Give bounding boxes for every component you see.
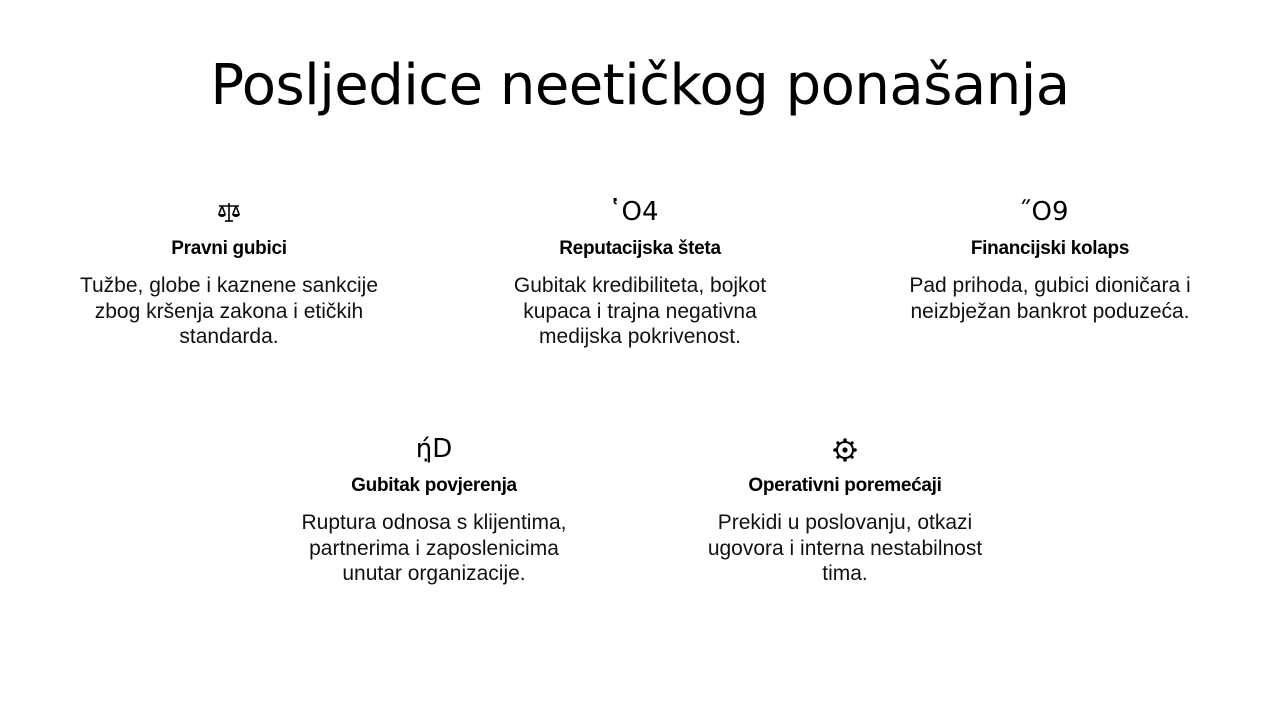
gear-icon [685, 432, 1005, 466]
card-heading: Operativni poremećaji [748, 475, 942, 496]
card-heading: Reputacijska šteta [559, 238, 721, 259]
card-description: Prekidi u poslovanju, otkazi ugovora i interna nestabilnost tima. [707, 511, 983, 585]
card-heading: Gubitak povjerenja [351, 475, 517, 496]
card-heading: Financijski kolaps [970, 238, 1130, 259]
card-reputational-damage [480, 195, 800, 350]
card-loss-of-trust [274, 432, 594, 587]
card-description: Tužbe, globe i kaznene sankcije zbog kršenja zakona i etičkih standarda. [79, 274, 379, 348]
broken-glyph-icon: ̋O9 [1031, 197, 1069, 227]
card-description: Pad prihoda, gubici dioničara i neizbježan bankrot poduzeća. [909, 274, 1191, 323]
card-operational-disruptions [685, 432, 1005, 587]
card-legal-losses [69, 195, 389, 350]
scales-icon [69, 195, 389, 229]
card-heading: Pravni gubici [171, 238, 287, 259]
card-financial-collapse [890, 195, 1210, 324]
broken-glyph-icon: ̔O4 [621, 197, 659, 227]
slide-title: Posljedice neetičkog ponašanja [210, 53, 1070, 118]
broken-glyph-icon: ή̣D [415, 434, 453, 464]
card-description: Gubitak kredibiliteta, bojkot kupaca i trajna negativna medijska pokrivenost. [513, 274, 767, 348]
card-description: Ruptura odnosa s klijentima, partnerima i zaposlenicima unutar organizacije. [301, 511, 567, 585]
